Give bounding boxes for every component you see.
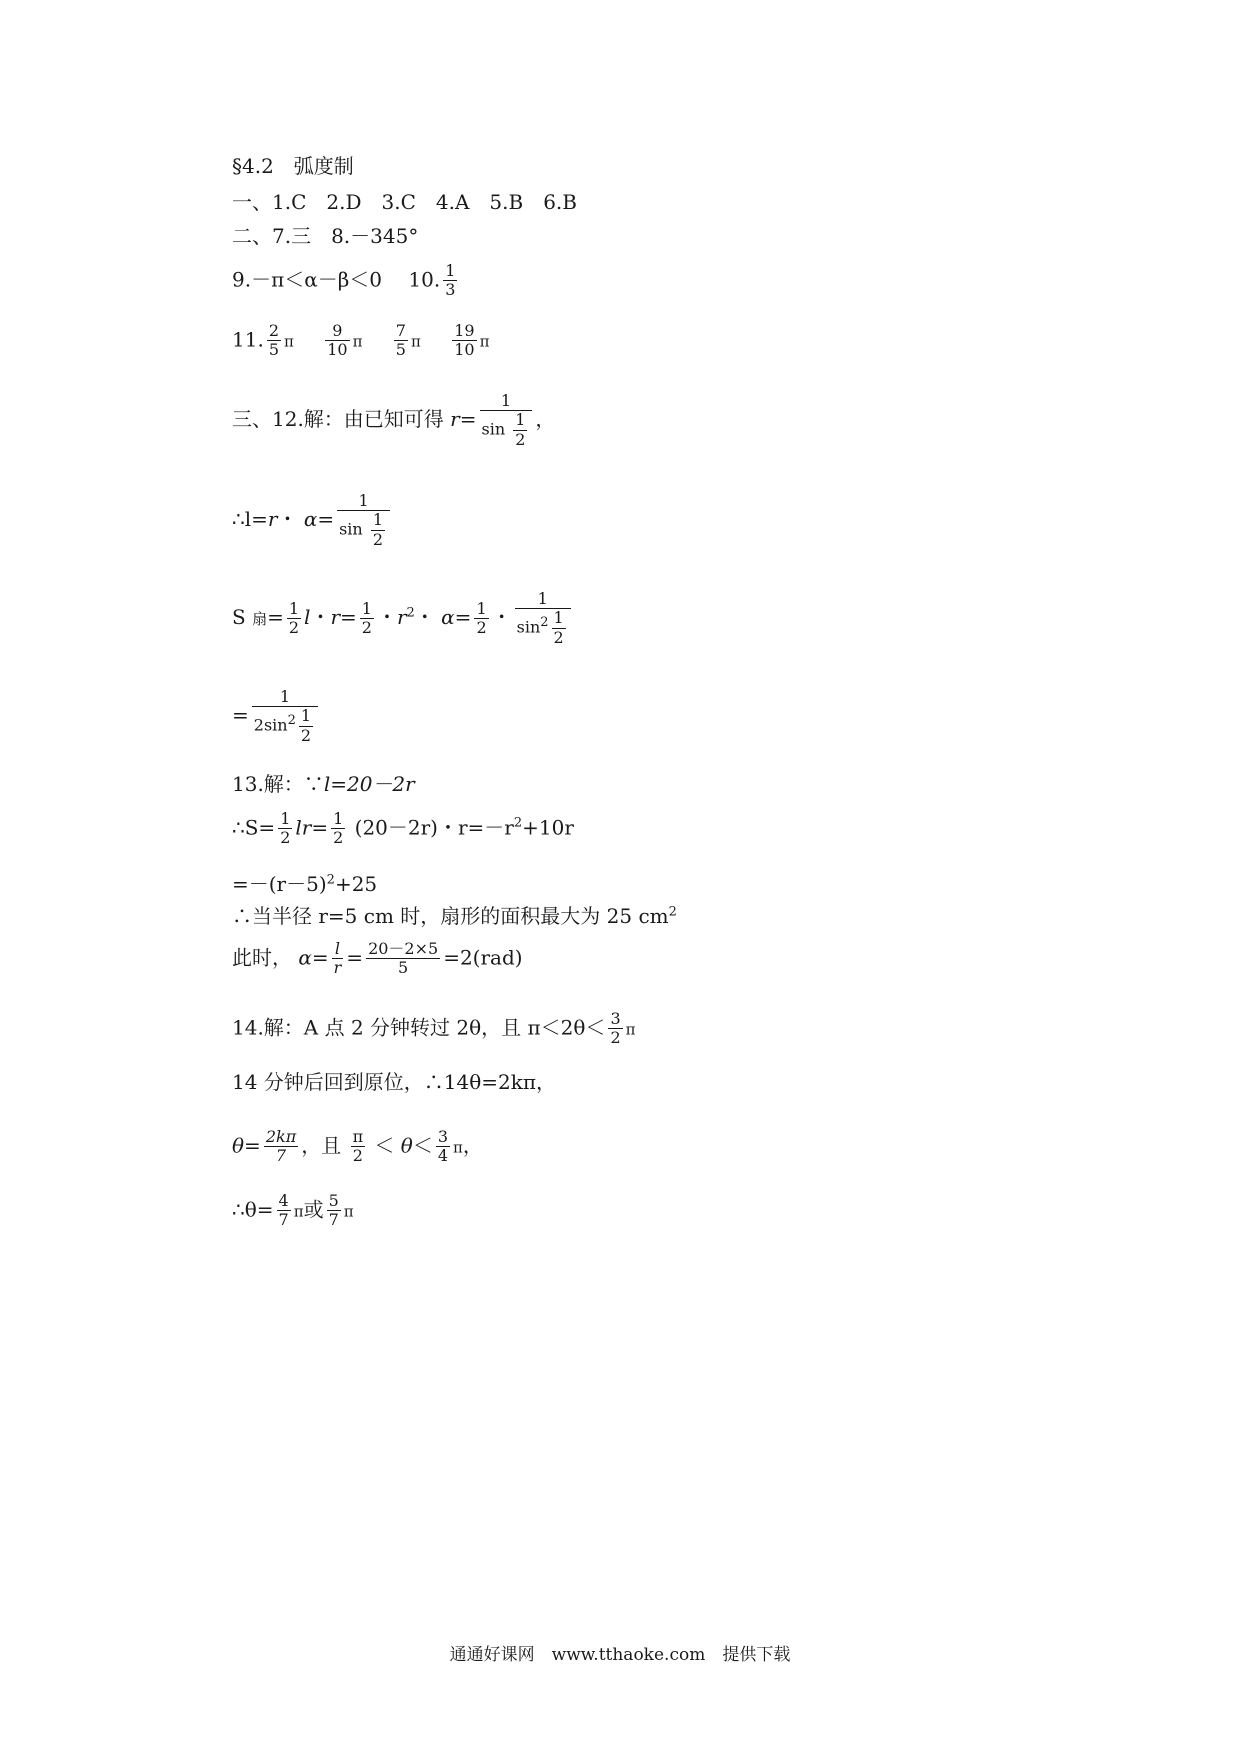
answer-10-prefix: 10. — [408, 267, 441, 292]
answer-12-line4: = 1 $2\sin^2$ $\frac{1}{2}$ — [232, 688, 321, 745]
fraction: $\frac{1}{3}$ — [445, 261, 456, 300]
answer-9: 9.－π＜α－β＜0 — [232, 267, 383, 292]
answer-13-line5: 此时， α= $\frac{l}{r}$ = $\frac{20-2\times 5}{5}$ =2(rad) — [232, 939, 523, 978]
answer-12-line2: ∴l=r・ α= 1 sin $\frac{1}{2}$ — [232, 492, 393, 549]
answer-12-line1: 三、12.解：由已知可得 r= 1 sin $\frac{1}{2}$ ， — [232, 391, 556, 449]
answer-14-line3: θ= $\frac{2k\pi}{7}$ ，且 $\frac{\pi}{2}$ ＜ θ＜ $\frac{3}{4}$ π， — [232, 1127, 483, 1166]
answers-part2: 二、7.三 8.－345° — [232, 224, 419, 248]
answer-13-line1: 13.解：∵l=20－2r — [232, 772, 415, 796]
answer-13-line3: $=-(r-5)^2+25$ — [232, 872, 378, 896]
answer-13-line4: ∴当半径 r=5 cm 时，扇形的面积最大为 25 $cm^2$ — [232, 904, 677, 928]
answer-13-line2: ∴S= $\frac{1}{2}$ lr= $\frac{1}{2}$ (20－2r)・$r=-r^2+10r$ — [232, 809, 574, 848]
answer-14-line4: ∴θ= $\frac{4}{7}$ π或 $\frac{5}{7}$ π — [232, 1191, 354, 1230]
answers-part1: 一、1.C 2.D 3.C 4.A 5.B 6.B — [232, 190, 577, 214]
answer-9-10 — [232, 262, 460, 300]
page-footer: 通通好课网 www.tthaoke.com 提供下载 — [449, 1645, 791, 1665]
answer-12-line3: S 扇= $\frac{1}{2}$ l・r= $\frac{1}{2}$ ・$r^2$・ α= $\frac{1}{2}$ ・ 1 $\sin^2$ $\frac{1}{2}$ — [232, 590, 574, 647]
answer-14-line2: 14 分钟后回到原位，∴14θ=2kπ， — [232, 1070, 557, 1094]
answer-11: 11. $\frac{2}{5}$ π $\frac{9}{10}$ π $\frac{7}{5}$ π $\frac{19}{10}$ π — [232, 321, 490, 360]
answer-14-line1: 14.解：A 点 2 分钟转过 2θ，且 π＜2θ＜ $\frac{3}{2}$ π — [232, 1009, 636, 1048]
section-title: §4.2 弧度制 — [232, 154, 354, 178]
